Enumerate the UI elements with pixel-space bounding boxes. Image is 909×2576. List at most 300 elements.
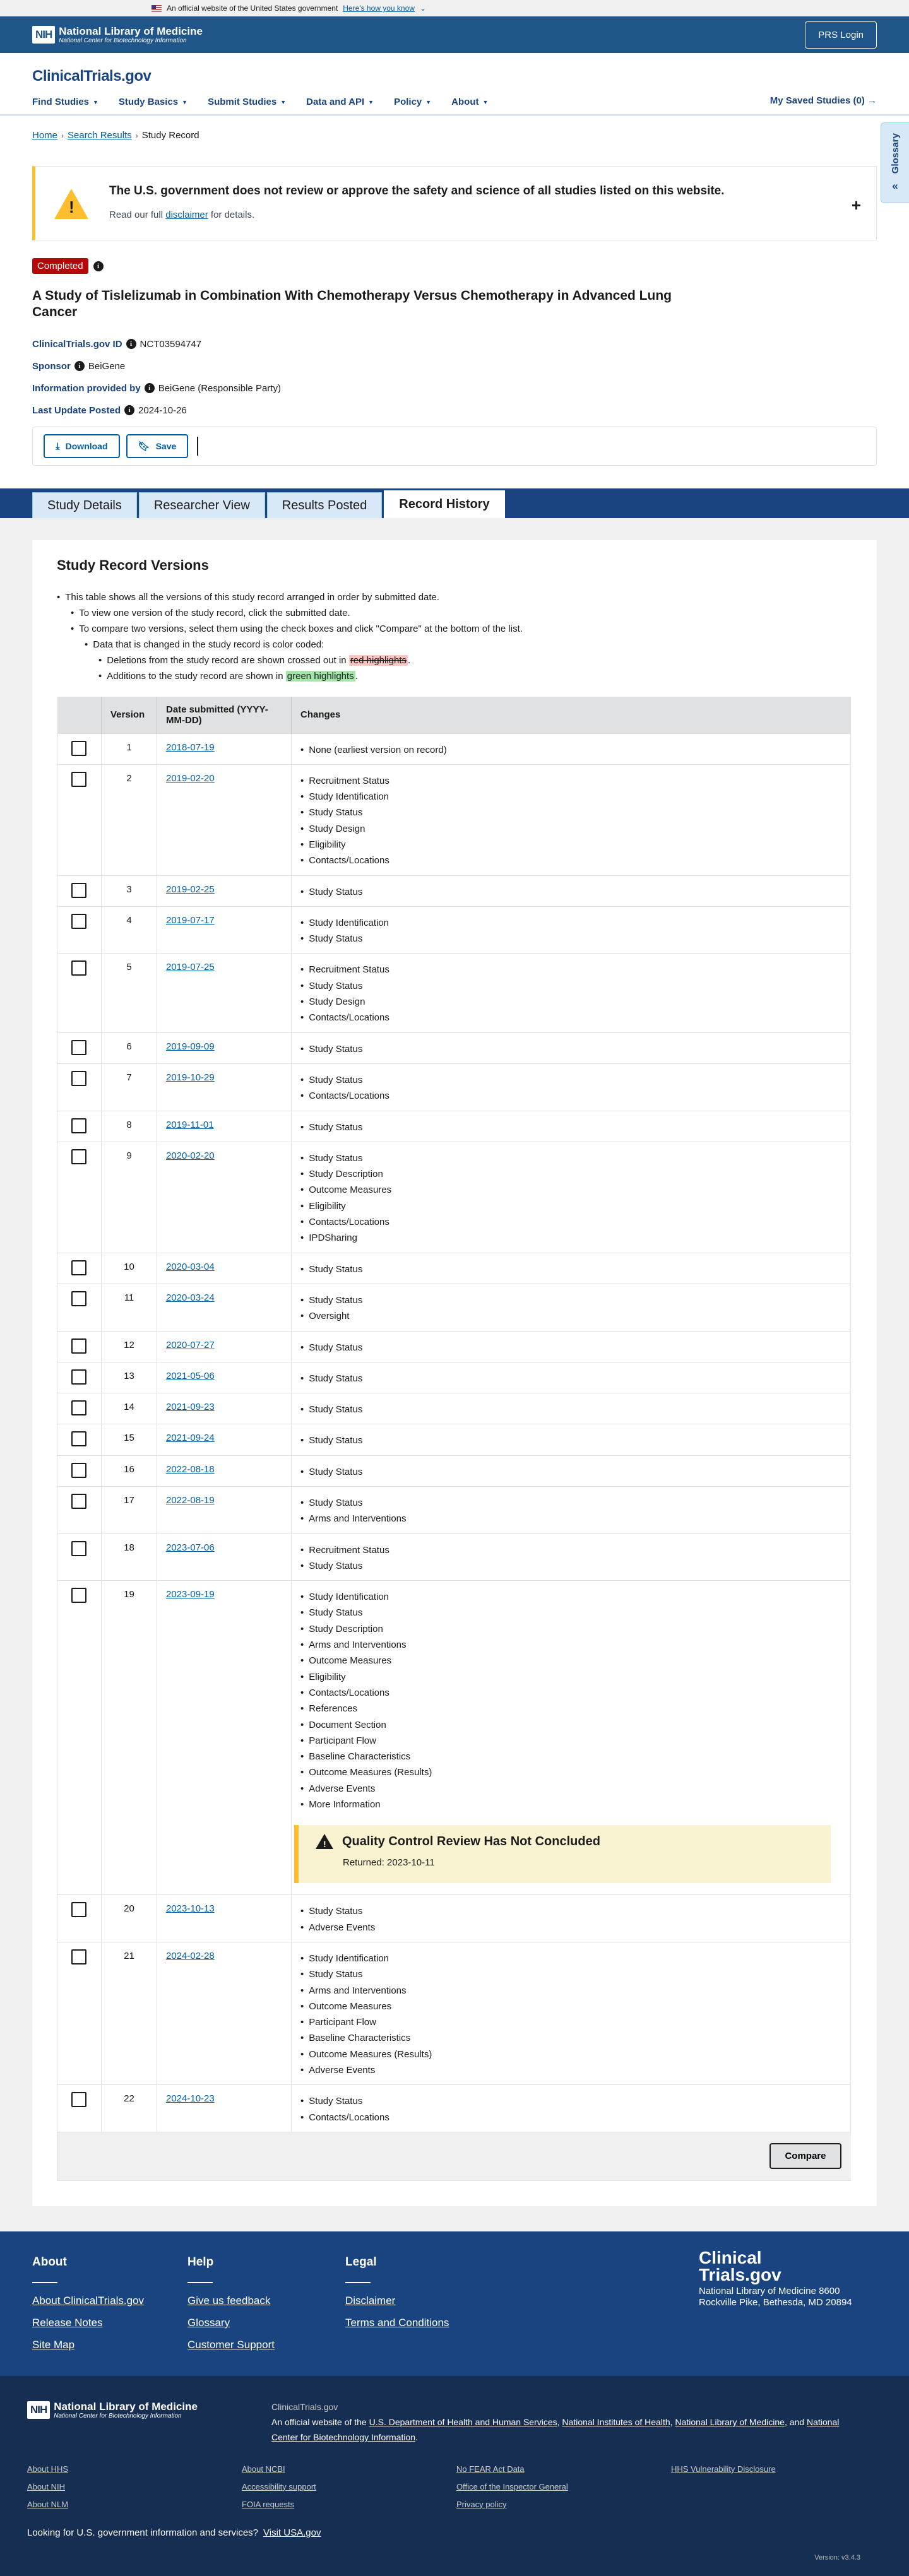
changes-column-header: Changes bbox=[292, 697, 851, 733]
checkbox-cell bbox=[57, 1533, 102, 1581]
ncbi-link[interactable]: National Center for Biotechnology Information bbox=[271, 2416, 840, 2442]
version-date-link[interactable]: 2019-07-25 bbox=[166, 962, 215, 973]
usa-gov-row bbox=[27, 2527, 321, 2538]
nih-header bbox=[0, 16, 909, 53]
changes-cell bbox=[292, 1253, 851, 1284]
table-row bbox=[57, 1063, 851, 1111]
date-cell bbox=[157, 1533, 292, 1581]
date-cell bbox=[157, 1362, 292, 1393]
version-date-link[interactable]: 2021-09-24 bbox=[166, 1433, 215, 1444]
date-cell bbox=[157, 1393, 292, 1424]
table-row bbox=[57, 2085, 851, 2132]
change-item: • Document Section bbox=[300, 1717, 841, 1733]
change-item: • Arms and Interventions bbox=[300, 1511, 841, 1527]
nlm-logo[interactable] bbox=[32, 26, 203, 44]
breadcrumb-search-results[interactable]: Search Results bbox=[68, 130, 132, 141]
intro-item: • Additions to the study record are shown in green highlights . bbox=[98, 668, 852, 684]
change-item: • Study Status bbox=[300, 1903, 841, 1919]
version-number: 7 bbox=[102, 1063, 157, 1111]
bookmark-icon: 🔖︎ bbox=[138, 441, 150, 452]
change-item: • Study Identification bbox=[300, 789, 841, 805]
table-row bbox=[57, 1533, 851, 1581]
divider bbox=[345, 2282, 371, 2283]
version-date-link[interactable]: 2019-10-29 bbox=[166, 1072, 215, 1083]
sponsor-label: Sponsor bbox=[32, 360, 71, 372]
changes-cell bbox=[292, 733, 851, 764]
change-item: • Study Description bbox=[300, 1621, 841, 1637]
date-cell bbox=[157, 1895, 292, 1942]
change-item: • References bbox=[300, 1701, 841, 1716]
change-item: • Study Status bbox=[300, 1292, 841, 1308]
version-checkbox[interactable] bbox=[71, 883, 86, 898]
changes-cell bbox=[292, 1533, 851, 1581]
footer-help-link[interactable]: Customer Support bbox=[187, 2338, 275, 2351]
gov-footer-link[interactable]: No FEAR Act Data bbox=[456, 2464, 525, 2474]
compare-button[interactable]: Compare bbox=[769, 2143, 841, 2169]
version-number: 22 bbox=[102, 2085, 157, 2132]
download-icon: ⤓ bbox=[56, 440, 60, 452]
nav-item-find-studies[interactable] bbox=[32, 97, 98, 107]
version-checkbox[interactable] bbox=[71, 2092, 86, 2107]
chevron-down-icon: ▼ bbox=[182, 98, 188, 105]
version-checkbox[interactable] bbox=[71, 772, 86, 787]
footer-official-info bbox=[271, 2399, 858, 2445]
date-cell bbox=[157, 1331, 292, 1362]
version-date-link[interactable]: 2023-10-13 bbox=[166, 1903, 215, 1915]
date-cell bbox=[157, 906, 292, 954]
study-meta bbox=[32, 338, 877, 416]
version-date-link[interactable]: 2018-07-19 bbox=[166, 741, 215, 753]
change-item: • Study Status bbox=[300, 884, 841, 900]
warning-icon: ! bbox=[54, 189, 88, 219]
version-checkbox[interactable] bbox=[71, 741, 86, 756]
tab-results-posted[interactable]: Results Posted bbox=[267, 492, 383, 518]
last-update-value: 2024-10-26 bbox=[138, 405, 187, 416]
version-date-link[interactable]: 2021-09-23 bbox=[166, 1402, 215, 1413]
changes-cell bbox=[292, 1111, 851, 1142]
version-checkbox[interactable] bbox=[71, 1494, 86, 1509]
tab-record-history[interactable]: Record History bbox=[384, 490, 504, 518]
gov-footer-link[interactable]: Accessibility support bbox=[242, 2481, 316, 2491]
checkbox-cell bbox=[57, 1253, 102, 1284]
footer-official-text: An official website of the U.S. Department of Health and Human Services, National Institutes of Health, National Library of Medicine, and National Center for Biotechnology Information. bbox=[271, 2416, 840, 2442]
change-item: • Contacts/Locations bbox=[300, 1010, 841, 1025]
chevron-down-icon: ▼ bbox=[368, 98, 374, 105]
change-item: • Study Status bbox=[300, 1371, 841, 1386]
gov-footer-link[interactable]: HHS Vulnerability Disclosure bbox=[671, 2464, 776, 2474]
version-number: 11 bbox=[102, 1284, 157, 1331]
date-cell bbox=[157, 1032, 292, 1063]
changes-cell bbox=[292, 906, 851, 954]
nav-label: Data and API bbox=[306, 97, 365, 107]
footer bbox=[0, 2231, 909, 2376]
last-update-label: Last Update Posted bbox=[32, 405, 121, 416]
table-row bbox=[57, 1942, 851, 2084]
red-highlight-sample: red highlights bbox=[350, 655, 407, 666]
footer-brand bbox=[699, 2249, 863, 2308]
record-history-section bbox=[0, 518, 909, 2231]
green-highlight-sample: green highlights bbox=[287, 671, 354, 682]
site-header bbox=[0, 53, 909, 116]
changes-cell bbox=[292, 1362, 851, 1393]
download-label: Download bbox=[65, 441, 108, 451]
nih-link[interactable]: National Institutes of Health bbox=[562, 2416, 670, 2427]
qc-returned: Returned: 2023-10-11 bbox=[343, 1857, 435, 1869]
version-checkbox[interactable] bbox=[71, 1902, 86, 1917]
change-item: • Oversight bbox=[300, 1308, 841, 1324]
qc-title: Quality Control Review Has Not Concluded bbox=[342, 1834, 600, 1848]
change-item: • Eligibility bbox=[300, 1198, 841, 1214]
change-item: • Recruitment Status bbox=[300, 773, 841, 789]
table-row bbox=[57, 1284, 851, 1331]
version-date-link[interactable]: 2022-08-18 bbox=[166, 1463, 215, 1475]
gov-banner-text: An official website of the United States government bbox=[167, 4, 338, 13]
changes-cell bbox=[292, 1331, 851, 1362]
change-item: • Arms and Interventions bbox=[300, 1983, 841, 1999]
footer-about-link[interactable]: About ClinicalTrials.gov bbox=[32, 2294, 144, 2307]
nav-label: Study Basics bbox=[118, 97, 179, 107]
change-item: • Study Design bbox=[300, 994, 841, 1010]
info-icon[interactable]: i bbox=[93, 261, 104, 271]
table-row bbox=[57, 1142, 851, 1253]
study-record-versions-card bbox=[32, 540, 877, 2206]
checkbox-cell bbox=[57, 875, 102, 906]
versions-intro bbox=[57, 589, 852, 684]
checkbox-cell bbox=[57, 1393, 102, 1424]
date-cell bbox=[157, 1063, 292, 1111]
date-cell bbox=[157, 1942, 292, 2084]
change-item: • Adverse Events bbox=[300, 2062, 841, 2078]
checkbox-cell bbox=[57, 1487, 102, 1534]
id-label: ClinicalTrials.gov ID bbox=[32, 338, 122, 350]
footer-help-link[interactable]: Give us feedback bbox=[187, 2294, 271, 2307]
change-item: • Study Status bbox=[300, 1120, 841, 1135]
gov-footer-link[interactable]: About NCBI bbox=[242, 2464, 285, 2474]
disclaimer-alert bbox=[32, 166, 877, 240]
date-cell bbox=[157, 1487, 292, 1534]
change-item: • Outcome Measures (Results) bbox=[300, 2047, 841, 2062]
ncbi-name: National Center for Biotechnology Information bbox=[54, 2412, 182, 2419]
alert-text bbox=[109, 210, 876, 220]
checkbox-cell bbox=[57, 906, 102, 954]
version-checkbox[interactable] bbox=[71, 960, 86, 976]
info-icon[interactable]: i bbox=[124, 405, 134, 415]
empty-slot bbox=[671, 2482, 848, 2491]
version-checkbox[interactable] bbox=[71, 1949, 86, 1964]
changes-cell bbox=[292, 875, 851, 906]
version-checkbox[interactable] bbox=[71, 1431, 86, 1446]
table-row bbox=[57, 1487, 851, 1534]
action-bar bbox=[32, 427, 877, 466]
nav-item-study-basics[interactable] bbox=[119, 97, 187, 107]
checkbox-cell bbox=[57, 1424, 102, 1455]
intro-text: This table shows all the versions of this study record arranged in order by submitted date. bbox=[65, 592, 440, 603]
nav-item-submit-studies[interactable] bbox=[208, 97, 286, 107]
version-number: 18 bbox=[102, 1533, 157, 1581]
change-item: • Study Status bbox=[300, 1433, 841, 1448]
changes-cell bbox=[292, 1284, 851, 1331]
version-checkbox[interactable] bbox=[71, 1369, 86, 1385]
main-nav bbox=[32, 97, 877, 107]
glossary-label: Glossary bbox=[889, 133, 901, 174]
change-item: • Contacts/Locations bbox=[300, 1088, 841, 1104]
version-checkbox[interactable] bbox=[71, 1149, 86, 1164]
checkbox-cell bbox=[57, 1111, 102, 1142]
version-date-link[interactable]: 2019-09-09 bbox=[166, 1041, 215, 1052]
version-date-link[interactable]: 2023-09-19 bbox=[166, 1589, 215, 1600]
changes-cell bbox=[292, 2085, 851, 2132]
version-number: 15 bbox=[102, 1424, 157, 1455]
nlm-name: National Library of Medicine bbox=[54, 2400, 198, 2413]
footer-about-link[interactable]: Release Notes bbox=[32, 2316, 103, 2329]
versions-heading: Study Record Versions bbox=[57, 557, 209, 573]
change-item: • Study Description bbox=[300, 1166, 841, 1182]
tab-study-details[interactable]: Study Details bbox=[32, 492, 137, 518]
version-checkbox[interactable] bbox=[71, 1588, 86, 1603]
info-provided-label: Information provided by bbox=[32, 382, 141, 394]
chevron-down-icon: ▼ bbox=[93, 98, 98, 105]
change-item: • Recruitment Status bbox=[300, 1542, 841, 1558]
alert-title: The U.S. government does not review or approve the safety and science of all studies listed on this website. bbox=[109, 184, 725, 198]
changes-cell bbox=[292, 1142, 851, 1253]
version-date-link[interactable]: 2019-07-17 bbox=[166, 914, 215, 926]
changes-cell bbox=[292, 764, 851, 875]
change-item: • Contacts/Locations bbox=[300, 2110, 841, 2125]
tab-researcher-view[interactable]: Researcher View bbox=[139, 492, 265, 518]
version-checkbox[interactable] bbox=[71, 1463, 86, 1478]
gov-footer-link[interactable]: FOIA requests bbox=[242, 2499, 295, 2509]
changes-cell bbox=[292, 1393, 851, 1424]
breadcrumb-current: Study Record bbox=[141, 130, 199, 141]
version-number: 9 bbox=[102, 1142, 157, 1253]
change-item: • Contacts/Locations bbox=[300, 1214, 841, 1230]
changes-cell bbox=[292, 954, 851, 1032]
table-row bbox=[57, 764, 851, 875]
checkbox-cell bbox=[57, 1331, 102, 1362]
info-icon[interactable]: i bbox=[74, 361, 85, 371]
change-item: • Study Identification bbox=[300, 1589, 841, 1605]
intro-item bbox=[71, 621, 852, 684]
change-item: • Contacts/Locations bbox=[300, 853, 841, 868]
us-flag-icon bbox=[152, 5, 162, 12]
footer-about-link[interactable]: Site Map bbox=[32, 2338, 75, 2351]
change-item: • Study Identification bbox=[300, 1951, 841, 1966]
version-date-link[interactable]: 2023-07-06 bbox=[166, 1542, 215, 1553]
version-number: 2 bbox=[102, 764, 157, 875]
change-item: • Study Identification bbox=[300, 915, 841, 931]
gov-footer-link[interactable]: About NLM bbox=[27, 2499, 69, 2509]
how-you-know-link[interactable]: Here's how you know bbox=[343, 4, 415, 13]
changes-cell bbox=[292, 1487, 851, 1534]
version-date-link[interactable]: 2021-05-06 bbox=[166, 1370, 215, 1381]
version-column-header: Version bbox=[102, 697, 157, 733]
versions-table bbox=[57, 697, 851, 2181]
nav-item-policy[interactable] bbox=[394, 97, 431, 107]
chevron-down-icon: ▼ bbox=[482, 98, 489, 105]
table-row bbox=[57, 1581, 851, 1895]
hhs-link[interactable]: U.S. Department of Health and Human Services bbox=[369, 2416, 557, 2427]
change-item: • Study Status bbox=[300, 1464, 841, 1480]
version-date-link[interactable]: 2024-10-23 bbox=[166, 2093, 215, 2105]
intro-text: Deletions from the study record are shown crossed out in bbox=[107, 655, 347, 666]
arrow-right-icon: → bbox=[867, 95, 877, 106]
changes-cell bbox=[292, 1581, 851, 1895]
version-checkbox[interactable] bbox=[71, 1071, 86, 1086]
info-icon[interactable]: i bbox=[145, 383, 155, 393]
change-item: • Study Status bbox=[300, 978, 841, 994]
version-date-link[interactable]: 2022-08-19 bbox=[166, 1495, 215, 1506]
version-checkbox[interactable] bbox=[71, 1338, 86, 1354]
version-date-link[interactable]: 2024-02-28 bbox=[166, 1950, 215, 1961]
footer-legal-column bbox=[345, 2255, 449, 2339]
nav-item-about[interactable] bbox=[451, 97, 488, 107]
version-number: 5 bbox=[102, 954, 157, 1032]
version-date-link[interactable]: 2019-02-25 bbox=[166, 883, 215, 895]
change-item: • Outcome Measures bbox=[300, 1999, 841, 2014]
gov-footer-link[interactable]: About HHS bbox=[27, 2464, 69, 2474]
change-item: • Recruitment Status bbox=[300, 962, 841, 978]
date-cell bbox=[157, 1284, 292, 1331]
change-item: • Eligibility bbox=[300, 837, 841, 853]
change-item: • Outcome Measures (Results) bbox=[300, 1764, 841, 1780]
table-row bbox=[57, 1895, 851, 1942]
date-cell bbox=[157, 733, 292, 764]
intro-text: Data that is changed in the study record is color coded: bbox=[93, 639, 324, 650]
intro-text: To compare two versions, select them using the check boxes and click "Compare" at the bottom of the list. bbox=[79, 623, 523, 634]
version-date-link[interactable]: 2020-03-24 bbox=[166, 1292, 215, 1303]
nlm-footer-logo[interactable] bbox=[27, 2401, 198, 2419]
footer-help-column bbox=[187, 2255, 275, 2361]
version-number: 14 bbox=[102, 1393, 157, 1424]
table-row bbox=[57, 1424, 851, 1455]
change-item: • Study Status bbox=[300, 931, 841, 947]
nih-logo-box: NIH bbox=[32, 26, 55, 44]
change-item: • Study Status bbox=[300, 1605, 841, 1621]
date-cell bbox=[157, 1142, 292, 1253]
table-row bbox=[57, 954, 851, 1032]
checkbox-cell bbox=[57, 1032, 102, 1063]
disclaimer-link[interactable]: disclaimer bbox=[165, 210, 208, 220]
double-chevron-left-icon: « bbox=[892, 180, 898, 192]
change-item: • Adverse Events bbox=[300, 1920, 841, 1935]
checkbox-cell bbox=[57, 1581, 102, 1895]
nlm-link[interactable]: National Library of Medicine bbox=[675, 2416, 785, 2427]
version-checkbox[interactable] bbox=[71, 1291, 86, 1306]
version-checkbox[interactable] bbox=[71, 914, 86, 929]
version-checkbox[interactable] bbox=[71, 1118, 86, 1133]
table-row bbox=[57, 1331, 851, 1362]
checkbox-cell bbox=[57, 1895, 102, 1942]
expand-plus-icon[interactable]: + bbox=[851, 196, 861, 215]
changes-cell bbox=[292, 1942, 851, 2084]
footer-gov-links bbox=[27, 2464, 848, 2509]
qc-alert bbox=[294, 1825, 831, 1883]
and-text: and bbox=[789, 2416, 805, 2427]
prs-login-button[interactable]: PRS Login bbox=[805, 21, 877, 49]
version-number: 19 bbox=[102, 1581, 157, 1895]
date-cell bbox=[157, 1424, 292, 1455]
version-checkbox[interactable] bbox=[71, 1541, 86, 1556]
usa-gov-link[interactable]: Visit USA.gov bbox=[263, 2527, 321, 2538]
date-cell bbox=[157, 875, 292, 906]
checkbox-cell bbox=[57, 2085, 102, 2132]
version-date-link[interactable]: 2019-02-20 bbox=[166, 772, 215, 784]
breadcrumb bbox=[32, 130, 877, 141]
date-cell bbox=[157, 1581, 292, 1895]
chevron-down-icon: ▼ bbox=[425, 98, 432, 105]
checkbox-cell bbox=[57, 1142, 102, 1253]
save-label: Save bbox=[155, 441, 177, 451]
clinicaltrials-logo[interactable]: ClinicalTrials.gov bbox=[32, 68, 152, 85]
chevron-down-icon[interactable]: ⌄ bbox=[419, 4, 427, 13]
save-button[interactable] bbox=[126, 434, 189, 458]
changes-cell bbox=[292, 1424, 851, 1455]
chevron-right-icon: › bbox=[135, 131, 138, 140]
breadcrumb-home[interactable]: Home bbox=[32, 130, 58, 141]
nav-item-data-and-api[interactable] bbox=[306, 97, 374, 107]
version-number: 6 bbox=[102, 1032, 157, 1063]
change-item: • None (earliest version on record) bbox=[300, 742, 841, 758]
alert-text-post: for details. bbox=[210, 210, 255, 220]
date-cell bbox=[157, 1455, 292, 1486]
table-row bbox=[57, 906, 851, 954]
gov-banner bbox=[0, 0, 909, 16]
status-row bbox=[32, 258, 877, 274]
change-item: • Baseline Characteristics bbox=[300, 2030, 841, 2046]
checkbox-cell bbox=[57, 1362, 102, 1393]
footer-help-link[interactable]: Glossary bbox=[187, 2316, 230, 2329]
version-checkbox[interactable] bbox=[71, 1040, 86, 1055]
footer-legal-link[interactable]: Terms and Conditions bbox=[345, 2316, 449, 2329]
footer-about-heading: About bbox=[32, 2255, 67, 2269]
version-number: 4 bbox=[102, 906, 157, 954]
version-date-link[interactable]: 2020-03-04 bbox=[166, 1261, 215, 1272]
change-item: • Study Status bbox=[300, 1495, 841, 1511]
footer-help-heading: Help bbox=[187, 2255, 214, 2269]
version-date-link[interactable]: 2019-11-01 bbox=[166, 1119, 214, 1130]
gov-footer-link[interactable]: About NIH bbox=[27, 2481, 65, 2491]
version-number: 3 bbox=[102, 875, 157, 906]
version-date-link[interactable]: 2020-07-27 bbox=[166, 1339, 215, 1350]
version-number: 12 bbox=[102, 1331, 157, 1362]
version-checkbox[interactable] bbox=[71, 1260, 86, 1275]
version-date-link[interactable]: 2020-02-20 bbox=[166, 1150, 215, 1161]
change-item: • Study Status bbox=[300, 805, 841, 820]
change-item: • Study Status bbox=[300, 1402, 841, 1417]
intro-text: Additions to the study record are shown in bbox=[107, 671, 283, 682]
download-button[interactable] bbox=[44, 434, 120, 458]
change-item: • Eligibility bbox=[300, 1669, 841, 1685]
checkbox-cell bbox=[57, 1284, 102, 1331]
footer-sub bbox=[0, 2376, 909, 2576]
gov-footer-link[interactable]: Privacy policy bbox=[456, 2499, 507, 2509]
my-saved-studies-link[interactable] bbox=[770, 95, 877, 106]
table-row bbox=[57, 733, 851, 764]
info-icon[interactable]: i bbox=[126, 339, 136, 349]
glossary-tab[interactable] bbox=[881, 122, 909, 203]
table-row bbox=[57, 1253, 851, 1284]
footer-logo[interactable] bbox=[699, 2249, 863, 2283]
study-title: A Study of Tislelizumab in Combination With Chemotherapy Versus Chemotherapy in Advanced Lung Cancer bbox=[32, 288, 672, 319]
divider bbox=[197, 437, 198, 456]
change-item: • Outcome Measures bbox=[300, 1653, 841, 1669]
version-checkbox[interactable] bbox=[71, 1400, 86, 1415]
table-row bbox=[57, 1362, 851, 1393]
version-number: 16 bbox=[102, 1455, 157, 1486]
version-number: 8 bbox=[102, 1111, 157, 1142]
footer-legal-link[interactable]: Disclaimer bbox=[345, 2294, 396, 2307]
gov-footer-link[interactable]: Office of the Inspector General bbox=[456, 2481, 568, 2491]
